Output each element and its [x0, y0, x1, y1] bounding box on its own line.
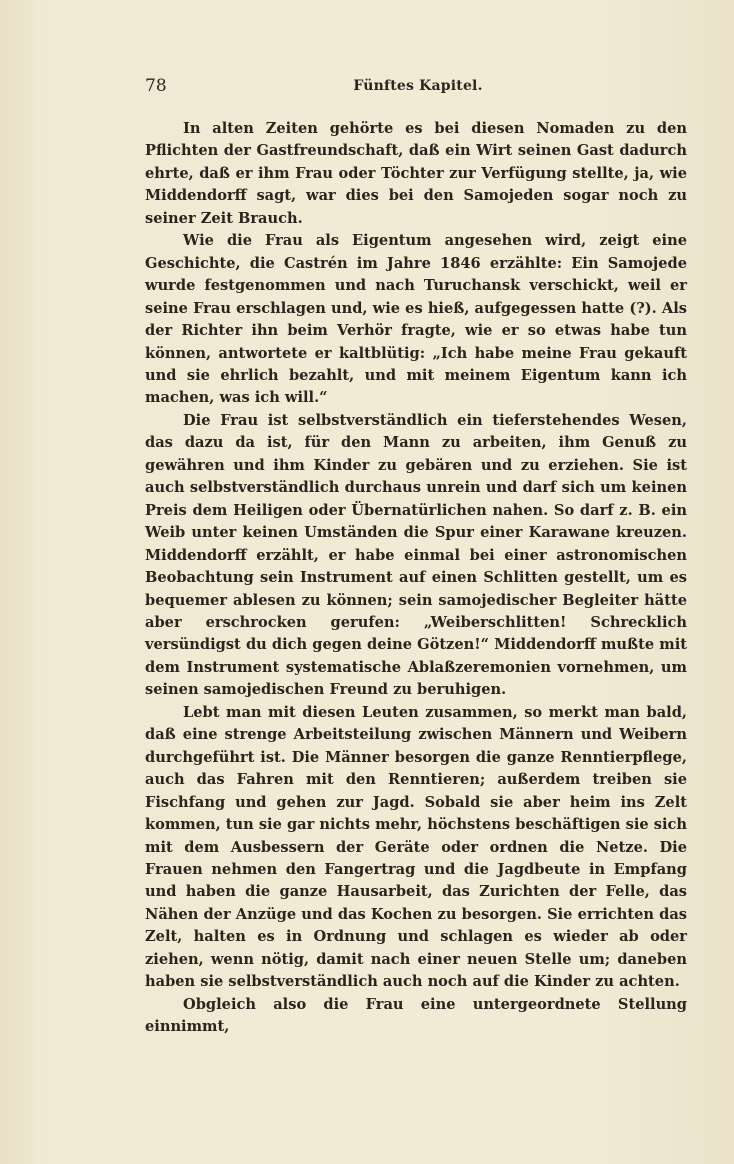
paragraph: In alten Zeiten gehörte es bei diesen Nomaden zu den Pflichten der Gastfreundschaft, daß ein Wirt seinen Gast dadurch ehrte, daß er ihm Frau oder Töchter zur Verfügung stellte, ja, wie Middendorff sagt, war dies bei den Samojeden sogar noch zu seiner Zeit Brauch.	[145, 120, 687, 227]
running-title: Fünftes Kapitel.	[353, 78, 483, 94]
page-number: 78	[145, 76, 167, 96]
paragraph: Wie die Frau als Eigentum angesehen wird, zeigt eine Geschichte, die Castrén im Jahre 1846 erzählte: Ein Samojede wurde festgenommen und nach Turuchansk verschickt, weil er seine Frau erschlagen und, wie es hieß, aufgegessen hatte (?). Als der Richter ihn beim Verhör fragte, wie er so etwas habe tun können, antwortete er kaltblütig: „Ich habe meine Frau gekauft und sie ehrlich bezahlt, und mit meinem Eigentum kann ich machen, was ich will.“	[145, 232, 687, 407]
paragraph: Lebt man mit diesen Leuten zusammen, so merkt man bald, daß eine strenge Arbeitsteilung zwischen Männern und Weibern durchgeführt ist. Die Männer besorgen die ganze Renntierpflege, auch das Fahren mit den Renntieren; außerdem treiben sie Fischfang und gehen zur Jagd. Sobald sie aber heim ins Zelt kommen, tun sie gar nichts mehr, höchstens beschäftigen sie sich mit dem Ausbessern der Geräte oder ordnen die Netze. Die Frauen nehmen den Fangertrag und die Jagdbeute in Empfang und haben die ganze Hausarbeit, das Zurichten der Felle, das Nähen der Anzüge und das Kochen zu besorgen. Sie errichten das Zelt, halten es in Ordnung und schlagen es wieder ab oder ziehen, wenn nötig, damit nach einer neuen Stelle um; daneben haben sie selbstverständlich auch noch auf die Kinder zu achten.	[145, 703, 687, 991]
body-text	[145, 118, 687, 1039]
paragraph: Obgleich also die Frau eine untergeordnete Stellung einnimmt,	[145, 995, 687, 1036]
paragraph: Die Frau ist selbstverständlich ein tieferstehendes Wesen, das dazu da ist, für den Mann zu arbeiten, ihm Genuß zu gewähren und ihm Kinder zu gebären und zu erziehen. Sie ist auch selbstverständlich durchaus unrein und darf sich um keinen Preis dem Heiligen oder Übernatürlichen nahen. So darf z. B. ein Weib unter keinen Umständen die Spur einer Karawane kreuzen. Middendorff erzählt, er habe einmal bei einer astronomischen Beobachtung sein Instrument auf einen Schlitten gestellt, um es bequemer ablesen zu können; sein samojedischer Begleiter hätte aber erschrocken gerufen: „Weiberschlitten! Schrecklich versündigst du dich gegen deine Götzen!“ Middendorff mußte mit dem Instrument systematische Ablaßzeremonien vornehmen, um seinen samojedischen Freund zu beruhigen.	[145, 411, 687, 699]
